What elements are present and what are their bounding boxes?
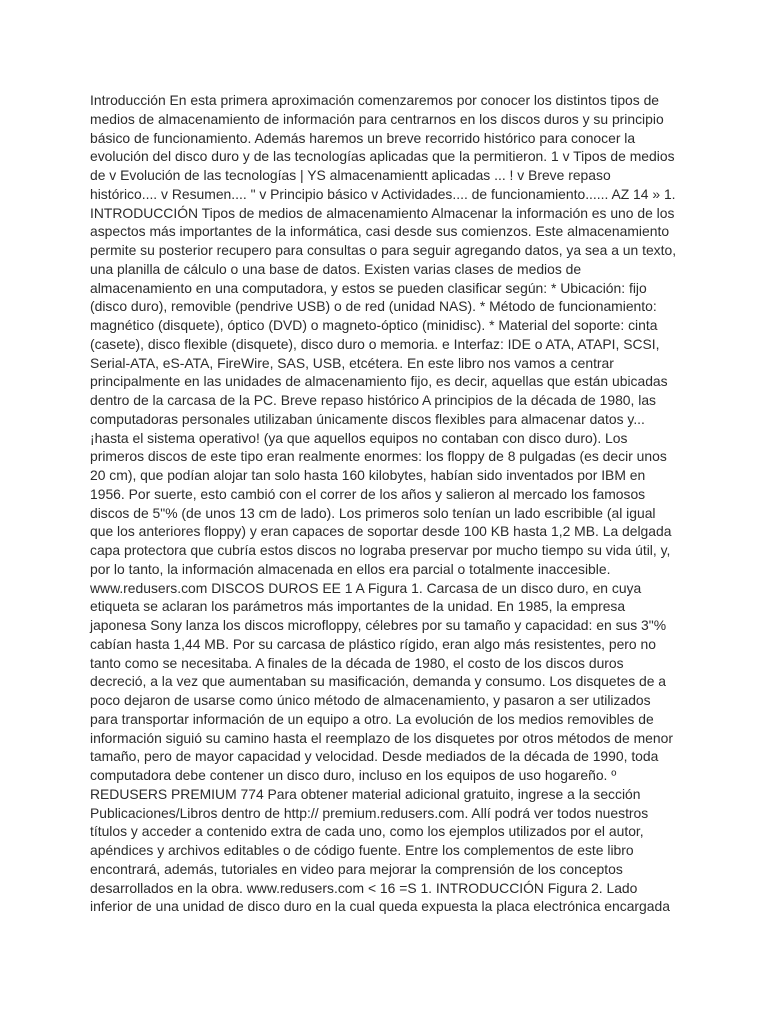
text-line: japonesa Sony lanza los discos microfloppy, célebres por su tamaño y capacidad: en sus 3"%: [90, 617, 667, 633]
text-line: inferior de una unidad de disco duro en la cual queda expuesta la placa electrónica encargada: [90, 898, 670, 915]
text-line: títulos y acceder a contenido extra de cada uno, como los ejemplos utilizados por el autor,: [90, 823, 644, 840]
text-line: básico de funcionamiento. Además haremos un breve recorrido histórico para conocer la: [90, 129, 636, 146]
text-line: de v Evolución de las tecnologías | YS almacenamientt aplicadas ... ! v Breve repaso: [90, 167, 611, 183]
text-line: ¡hasta el sistema operativo! (ya que aquellos equipos no contaban con disco duro). Los: [90, 429, 628, 446]
text-line: computadora debe contener un disco duro, incluso en los equipos de uso hogareño. º: [90, 767, 617, 783]
text-line: www.redusers.com DISCOS DUROS EE 1 A Figura 1. Carcasa de un disco duro, en cuya: [90, 579, 642, 596]
text-line: información siguió su camino hasta el reemplazo de los disquetes por otros métodos de menor: [90, 729, 673, 746]
text-line: principalmente en las unidades de almacenamiento fijo, es decir, aquellas que están ubicadas: [90, 373, 668, 390]
text-line: apéndices y archivos editables o de código fuente. Entre los complementos de este libro: [90, 842, 634, 858]
text-line: primeros discos de este tipo eran realmente enormes: los floppy de 8 pulgadas (es decir unos: [90, 448, 667, 465]
text-line: evolución del disco duro y de las tecnologías aplicadas que la permitieron. 1 v Tipos de medios: [90, 148, 675, 165]
text-line: que los anteriores floppy) y eran capaces de soportar desde 100 KB hasta 1,2 MB. La delgada: [90, 523, 672, 540]
text-line: tanto como se necesitaba. A finales de la década de 1980, el costo de los discos duros: [90, 654, 624, 671]
text-line: etiqueta se aclaran los parámetros más importantes de la unidad. En 1985, la empresa: [90, 598, 626, 615]
text-line: decreció, a la vez que aumentaban su masificación, demanda y consumo. Los disquetes de a: [90, 673, 667, 690]
text-line: encontrará, además, tutoriales en video para mejorar la comprensión de los conceptos: [90, 860, 623, 877]
text-line: Publicaciones/Libros dentro de http:// premium.redusers.com. Allí podrá ver todos nuestros: [90, 804, 649, 821]
text-line: (casete), disco flexible (disquete), disco duro o memoria. e Interfaz: IDE o ATA, ATAPI, SCSI,: [90, 335, 660, 352]
text-line: (disco duro), removible (pendrive USB) o de red (unidad NAS). * Método de funcionamiento:: [90, 298, 657, 315]
text-line: tamaño, pero de mayor capacidad y velocidad. Desde mediados de la década de 1990, toda: [90, 748, 659, 765]
text-line: Serial-ATA, eS-ATA, FireWire, SAS, USB, etcétera. En este libro nos vamos a centrar: [90, 354, 614, 371]
text-line: desarrollados en la obra. www.redusers.com < 16 =S 1. INTRODUCCIÓN Figura 2. Lado: [90, 879, 638, 896]
text-line: computadoras personales utilizaban únicamente discos flexibles para almacenar datos y...: [90, 410, 645, 427]
text-line: para transportar información de un equipo a otro. La evolución de los medios removibles de: [90, 710, 654, 727]
text-line: cabían hasta 1,44 MB. Por su carcasa de plástico rígido, eran algo más resistentes, pero no: [90, 635, 656, 652]
text-line: almacenamiento en una computadora, y estos se pueden clasificar según: * Ubicación: fijo: [90, 279, 647, 296]
text-line: poco dejaron de usarse como único método de almacenamiento, y pasaron a ser utilizados: [90, 692, 651, 708]
text-line: histórico.... v Resumen.... " v Principio básico v Actividades.... de funcionamiento...... AZ 14 » 1.: [90, 185, 676, 202]
text-line: 1956. Por suerte, esto cambió con el correr de los años y salieron al mercado los famosos: [90, 485, 646, 502]
text-line: Introducción En esta primera aproximación comenzaremos por conocer los distintos tipos de: [90, 92, 660, 108]
text-line: medios de almacenamiento de información para centrarnos en los discos duros y su principio: [90, 110, 664, 127]
document-body-text: [90, 91, 680, 916]
text-line: capa protectora que cubría estos discos no lograba preservar por mucho tiempo su vida útil, y,: [90, 542, 671, 558]
text-line: permite su posterior recupero para consultas o para seguir agregando datos, ya sea a un texto,: [90, 242, 677, 258]
text-line: una planilla de cálculo o una base de datos. Existen varias clases de medios de: [90, 260, 582, 277]
text-line: aspectos más importantes de la informática, casi desde sus comienzos. Este almacenamiento: [90, 223, 670, 240]
text-line: discos de 5"% (de unos 13 cm de lado). Los primeros solo tenían un lado escribible (al igual: [90, 504, 656, 521]
text-line: magnético (disquete), óptico (DVD) o magneto-óptico (minidisc). * Material del soporte: cinta: [90, 317, 658, 333]
text-line: dentro de la carcasa de la PC. Breve repaso histórico A principios de la década de 1980, las: [90, 392, 657, 408]
text-line: por lo tanto, la información almacenada en ellos era parcial o totalmente inaccesible.: [90, 560, 611, 577]
text-line: REDUSERS PREMIUM 774 Para obtener material adicional gratuito, ingrese a la sección: [90, 785, 641, 802]
text-line: INTRODUCCIÓN Tipos de medios de almacenamiento Almacenar la información es uno de los: [90, 204, 675, 221]
text-line: 20 cm), que podían alojar tan solo hasta 160 kilobytes, habían sido inventados por IBM en: [90, 467, 646, 483]
